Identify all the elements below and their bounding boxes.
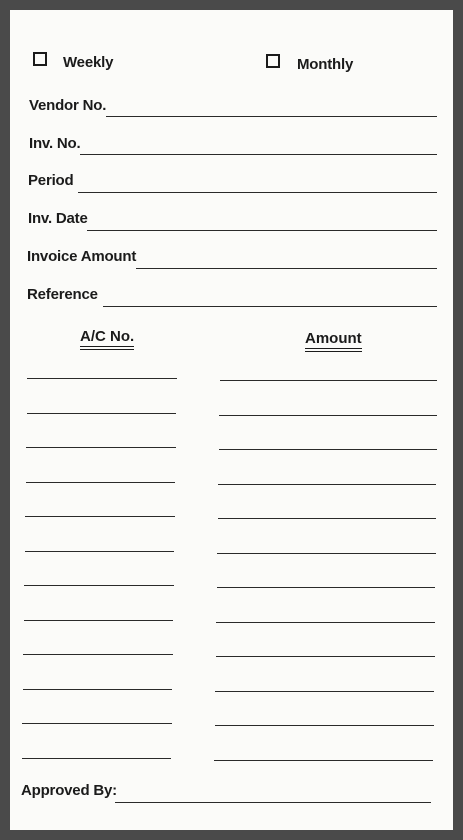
invoice-amount-label: Invoice Amount [27,248,137,265]
amount-header: Amount [305,330,362,347]
invoice-stamp-form [10,10,453,830]
ac-no-line-2[interactable] [27,413,176,414]
ac-no-line-7[interactable] [24,585,174,586]
inv-date-field[interactable] [87,230,437,231]
amount-line-3[interactable] [219,449,437,450]
period-label: Period [28,172,74,189]
ac-no-line-1[interactable] [27,378,177,379]
ac-no-line-3[interactable] [26,447,176,448]
amount-line-6[interactable] [217,553,436,554]
inv-date-label: Inv. Date [28,210,88,227]
amount-line-9[interactable] [216,656,435,657]
approved-by-field[interactable] [115,802,431,803]
amount-line-12[interactable] [214,760,433,761]
ac-no-line-9[interactable] [23,654,173,655]
amount-line-11[interactable] [215,725,434,726]
inv-no-field[interactable] [80,154,437,155]
vendor-no-label: Vendor No. [29,97,107,114]
weekly-checkbox[interactable] [33,52,47,66]
vendor-no-field[interactable] [106,116,437,117]
amount-line-4[interactable] [218,484,436,485]
ac-no-line-5[interactable] [25,516,175,517]
reference-label: Reference [27,286,98,303]
ac-no-header: A/C No. [80,328,135,345]
weekly-label: Weekly [63,54,114,71]
ac-no-line-11[interactable] [22,723,172,724]
monthly-label: Monthly [297,56,354,73]
amount-line-7[interactable] [217,587,435,588]
reference-field[interactable] [103,306,437,307]
monthly-checkbox[interactable] [266,54,280,68]
ac-no-line-12[interactable] [22,758,171,759]
invoice-amount-field[interactable] [136,268,437,269]
ac-no-line-10[interactable] [23,689,172,690]
period-field[interactable] [78,192,437,193]
ac-no-line-8[interactable] [24,620,173,621]
inv-no-label: Inv. No. [29,135,81,152]
ac-no-line-4[interactable] [26,482,175,483]
amount-line-2[interactable] [219,415,437,416]
ac-no-line-6[interactable] [25,551,174,552]
amount-line-5[interactable] [218,518,436,519]
amount-line-10[interactable] [215,691,434,692]
amount-line-1[interactable] [220,380,437,381]
amount-line-8[interactable] [216,622,435,623]
approved-by-label: Approved By: [21,782,117,799]
